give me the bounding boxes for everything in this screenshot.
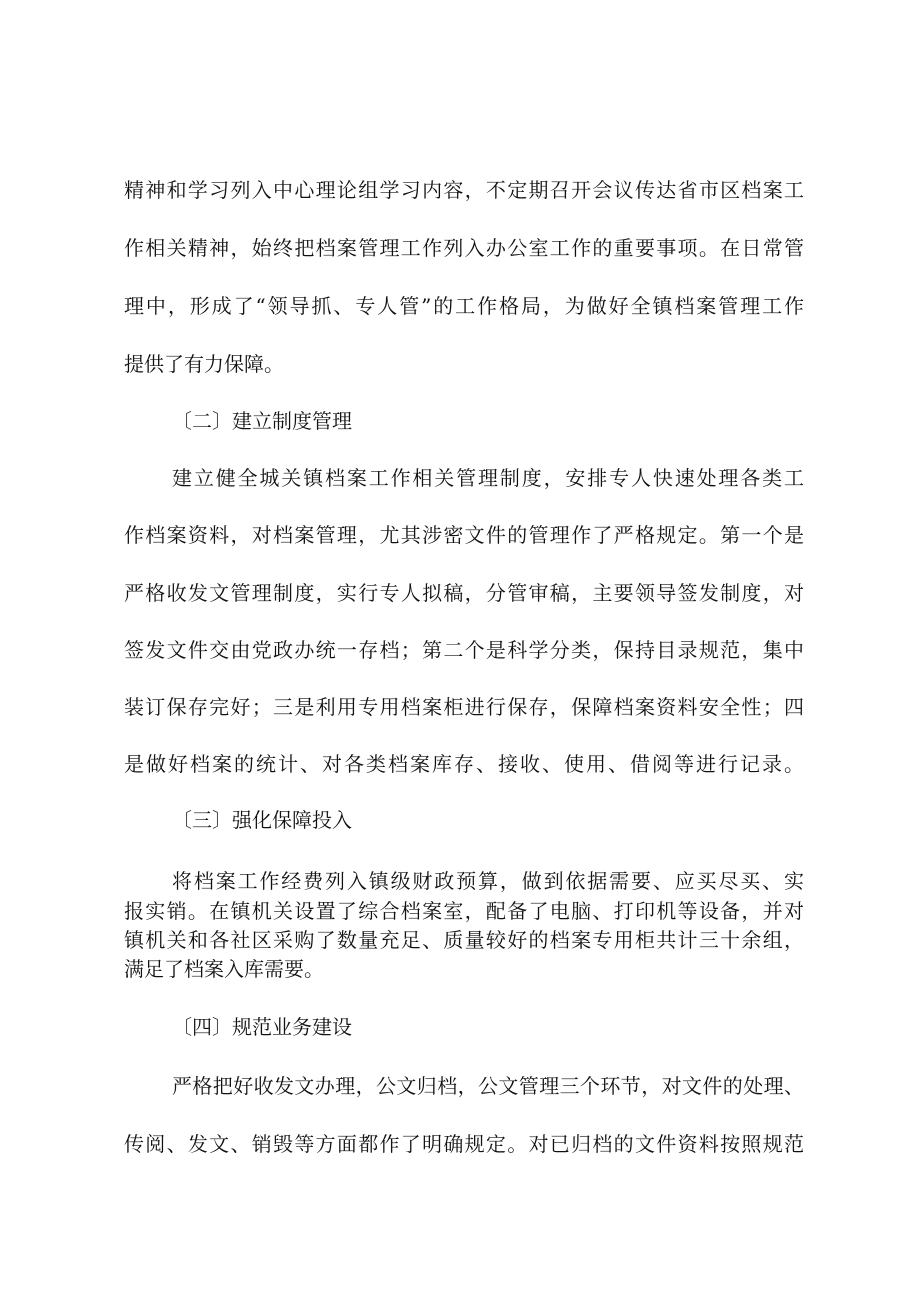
line-text: 理中，形成了“领导抓、专人管”的工作格局，为做好全镇档案管理工作	[124, 294, 806, 318]
line-text: 报实销。在镇机关设置了综合档案室，配备了电脑、打印机等设备，并对	[124, 899, 806, 923]
line-text: 严格把好收发文办理，公文归档，公文管理三个环节，对文件的处理、	[172, 1074, 805, 1098]
heading-text: 〔二〕建立制度管理	[172, 409, 352, 433]
line-text: 是做好档案的统计、对各类档案库存、接收、使用、借阅等进行记录。	[124, 752, 806, 776]
line-text: 将档案工作经费列入镇级财政预算，做到依据需要、应买尽买、实	[172, 869, 806, 893]
line-text: 提供了有力保障。	[124, 352, 284, 376]
line-text: 满足了档案入库需要。	[124, 957, 324, 981]
line-text: 严格收发文管理制度，实行专人拟稿，分管审稿，主要领导签发制度，对	[124, 581, 806, 605]
line-text: 作相关精神，始终把档案管理工作列入办公室工作的重要事项。在日常管	[124, 236, 806, 260]
line-text: 精神和学习列入中心理论组学习内容，不定期召开会议传达省市区档案工	[124, 178, 806, 202]
line-text: 建立健全城关镇档案工作相关管理制度，安排专人快速处理各类工	[172, 466, 806, 490]
heading-text: 〔四〕规范业务建设	[172, 1015, 352, 1039]
line-text: 传阅、发文、销毁等方面都作了明确规定。对已归档的文件资料按照规范	[124, 1132, 806, 1156]
line-text: 签发文件交由党政办统一存档；第二个是科学分类，保持目录规范，集中	[124, 638, 806, 662]
line-text: 作档案资料，对档案管理，尤其涉密文件的管理作了严格规定。第一个是	[124, 523, 806, 547]
heading-text: 〔三〕强化保障投入	[172, 808, 352, 832]
line-text: 镇机关和各社区采购了数量充足、质量较好的档案专用柜共计三十余组，	[124, 928, 806, 952]
line-text: 装订保存完好；三是利用专用档案柜进行保存，保障档案资料安全性；四	[124, 695, 806, 719]
